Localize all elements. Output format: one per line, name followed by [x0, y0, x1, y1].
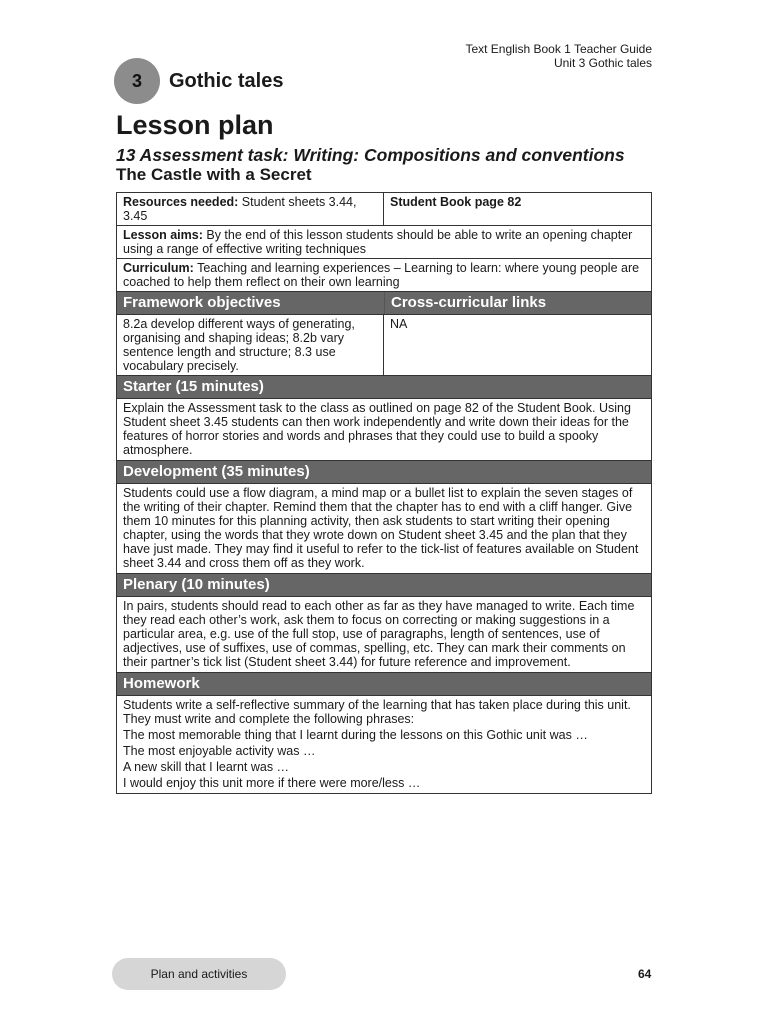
footer-section-label: Plan and activities — [112, 958, 286, 990]
lesson-plan-table — [116, 192, 652, 794]
objectives-row — [117, 315, 651, 376]
homework-phrase: I would enjoy this unit more if there were more/less … — [123, 776, 421, 790]
framework-objectives-text: 8.2a develop different ways of generating, organising and shaping ideas; 8.2b vary sentence length and structure; 8.3 use vocabulary precisely. — [117, 315, 384, 375]
homework-phrase: The most memorable thing that I learnt during the lessons on this Gothic unit was … — [123, 728, 588, 742]
curriculum-cell — [117, 259, 651, 291]
development-text: Students could use a flow diagram, a mind map or a bullet list to explain the seven stages of the writing of their chapter. Remind them that the chapter has to end with a cliff hanger. Give them 10 minutes for this planning activity, then ask students to start writing their opening chapter, using the words that they wrote down on Student sheet 3.45 and the plan that they have just made. They may find it useful to refer to the tick-list of features available on Student sheet 3.44 and cross them off as they work. — [117, 484, 651, 574]
resources-cell — [117, 193, 384, 225]
homework-intro: Students write a self-reflective summary of the learning that has taken place during this unit. They must write and complete the following phrases: — [123, 698, 631, 726]
objectives-header-row — [117, 292, 651, 315]
aims-label: Lesson aims: — [123, 228, 203, 242]
unit-number-badge: 3 — [114, 58, 160, 104]
cross-curricular-text: NA — [390, 317, 408, 331]
task-title: 13 Assessment task: Writing: Compositions and conventions — [116, 145, 625, 165]
plenary-header: Plenary (10 minutes) — [117, 574, 651, 597]
homework-body — [117, 696, 651, 793]
curriculum-row — [117, 259, 651, 292]
running-head — [465, 42, 652, 70]
aims-text: By the end of this lesson students should be able to write an opening chapter using a range of effective writing techniques — [123, 228, 633, 256]
running-head-unit: Unit 3 Gothic tales — [553, 56, 652, 70]
homework-phrase: The most enjoyable activity was … — [123, 744, 316, 758]
running-head-book: Text English Book 1 Teacher Guide — [465, 42, 652, 56]
plenary-text: In pairs, students should read to each other as far as they have managed to write. Each time they read each other’s work, ask them to focus on correcting or making suggestions in a particular area, e.g. use of the full stop, use of paragraphs, length of sentences, use of adjectives, use of suffixes, use of commas, spelling, etc. They can mark their comments on their partner’s tick list (Student sheet 3.44) for future reference and improvement. — [117, 597, 651, 673]
cross-curricular-header: Cross-curricular links — [391, 294, 547, 311]
homework-phrase: A new skill that I learnt was … — [123, 760, 290, 774]
page-number: 64 — [638, 967, 652, 981]
curriculum-label: Curriculum: — [123, 261, 194, 275]
starter-header: Starter (15 minutes) — [117, 376, 651, 399]
framework-objectives-header: Framework objectives — [117, 292, 385, 314]
homework-header: Homework — [117, 673, 651, 696]
curriculum-text: Teaching and learning experiences – Learning to learn: where young people are coached to help them reflect on their own learning — [123, 261, 640, 289]
unit-title: Gothic tales — [169, 70, 284, 92]
aims-cell — [117, 226, 651, 258]
development-header: Development (35 minutes) — [117, 461, 651, 484]
resources-row — [117, 193, 651, 226]
story-title: The Castle with a Secret — [116, 165, 312, 184]
resources-text: Student sheets 3.44, 3.45 — [123, 195, 357, 223]
resources-label: Resources needed: — [123, 195, 239, 209]
page-title: Lesson plan — [116, 110, 274, 140]
student-book-page: Student Book page 82 — [390, 195, 522, 209]
starter-text: Explain the Assessment task to the class as outlined on page 82 of the Student Book. Using Student sheet 3.45 students can then work independently and write down their ideas for the features of horror stories and words and phrases that they could use to build a spooky atmosphere. — [117, 399, 651, 461]
aims-row — [117, 226, 651, 259]
